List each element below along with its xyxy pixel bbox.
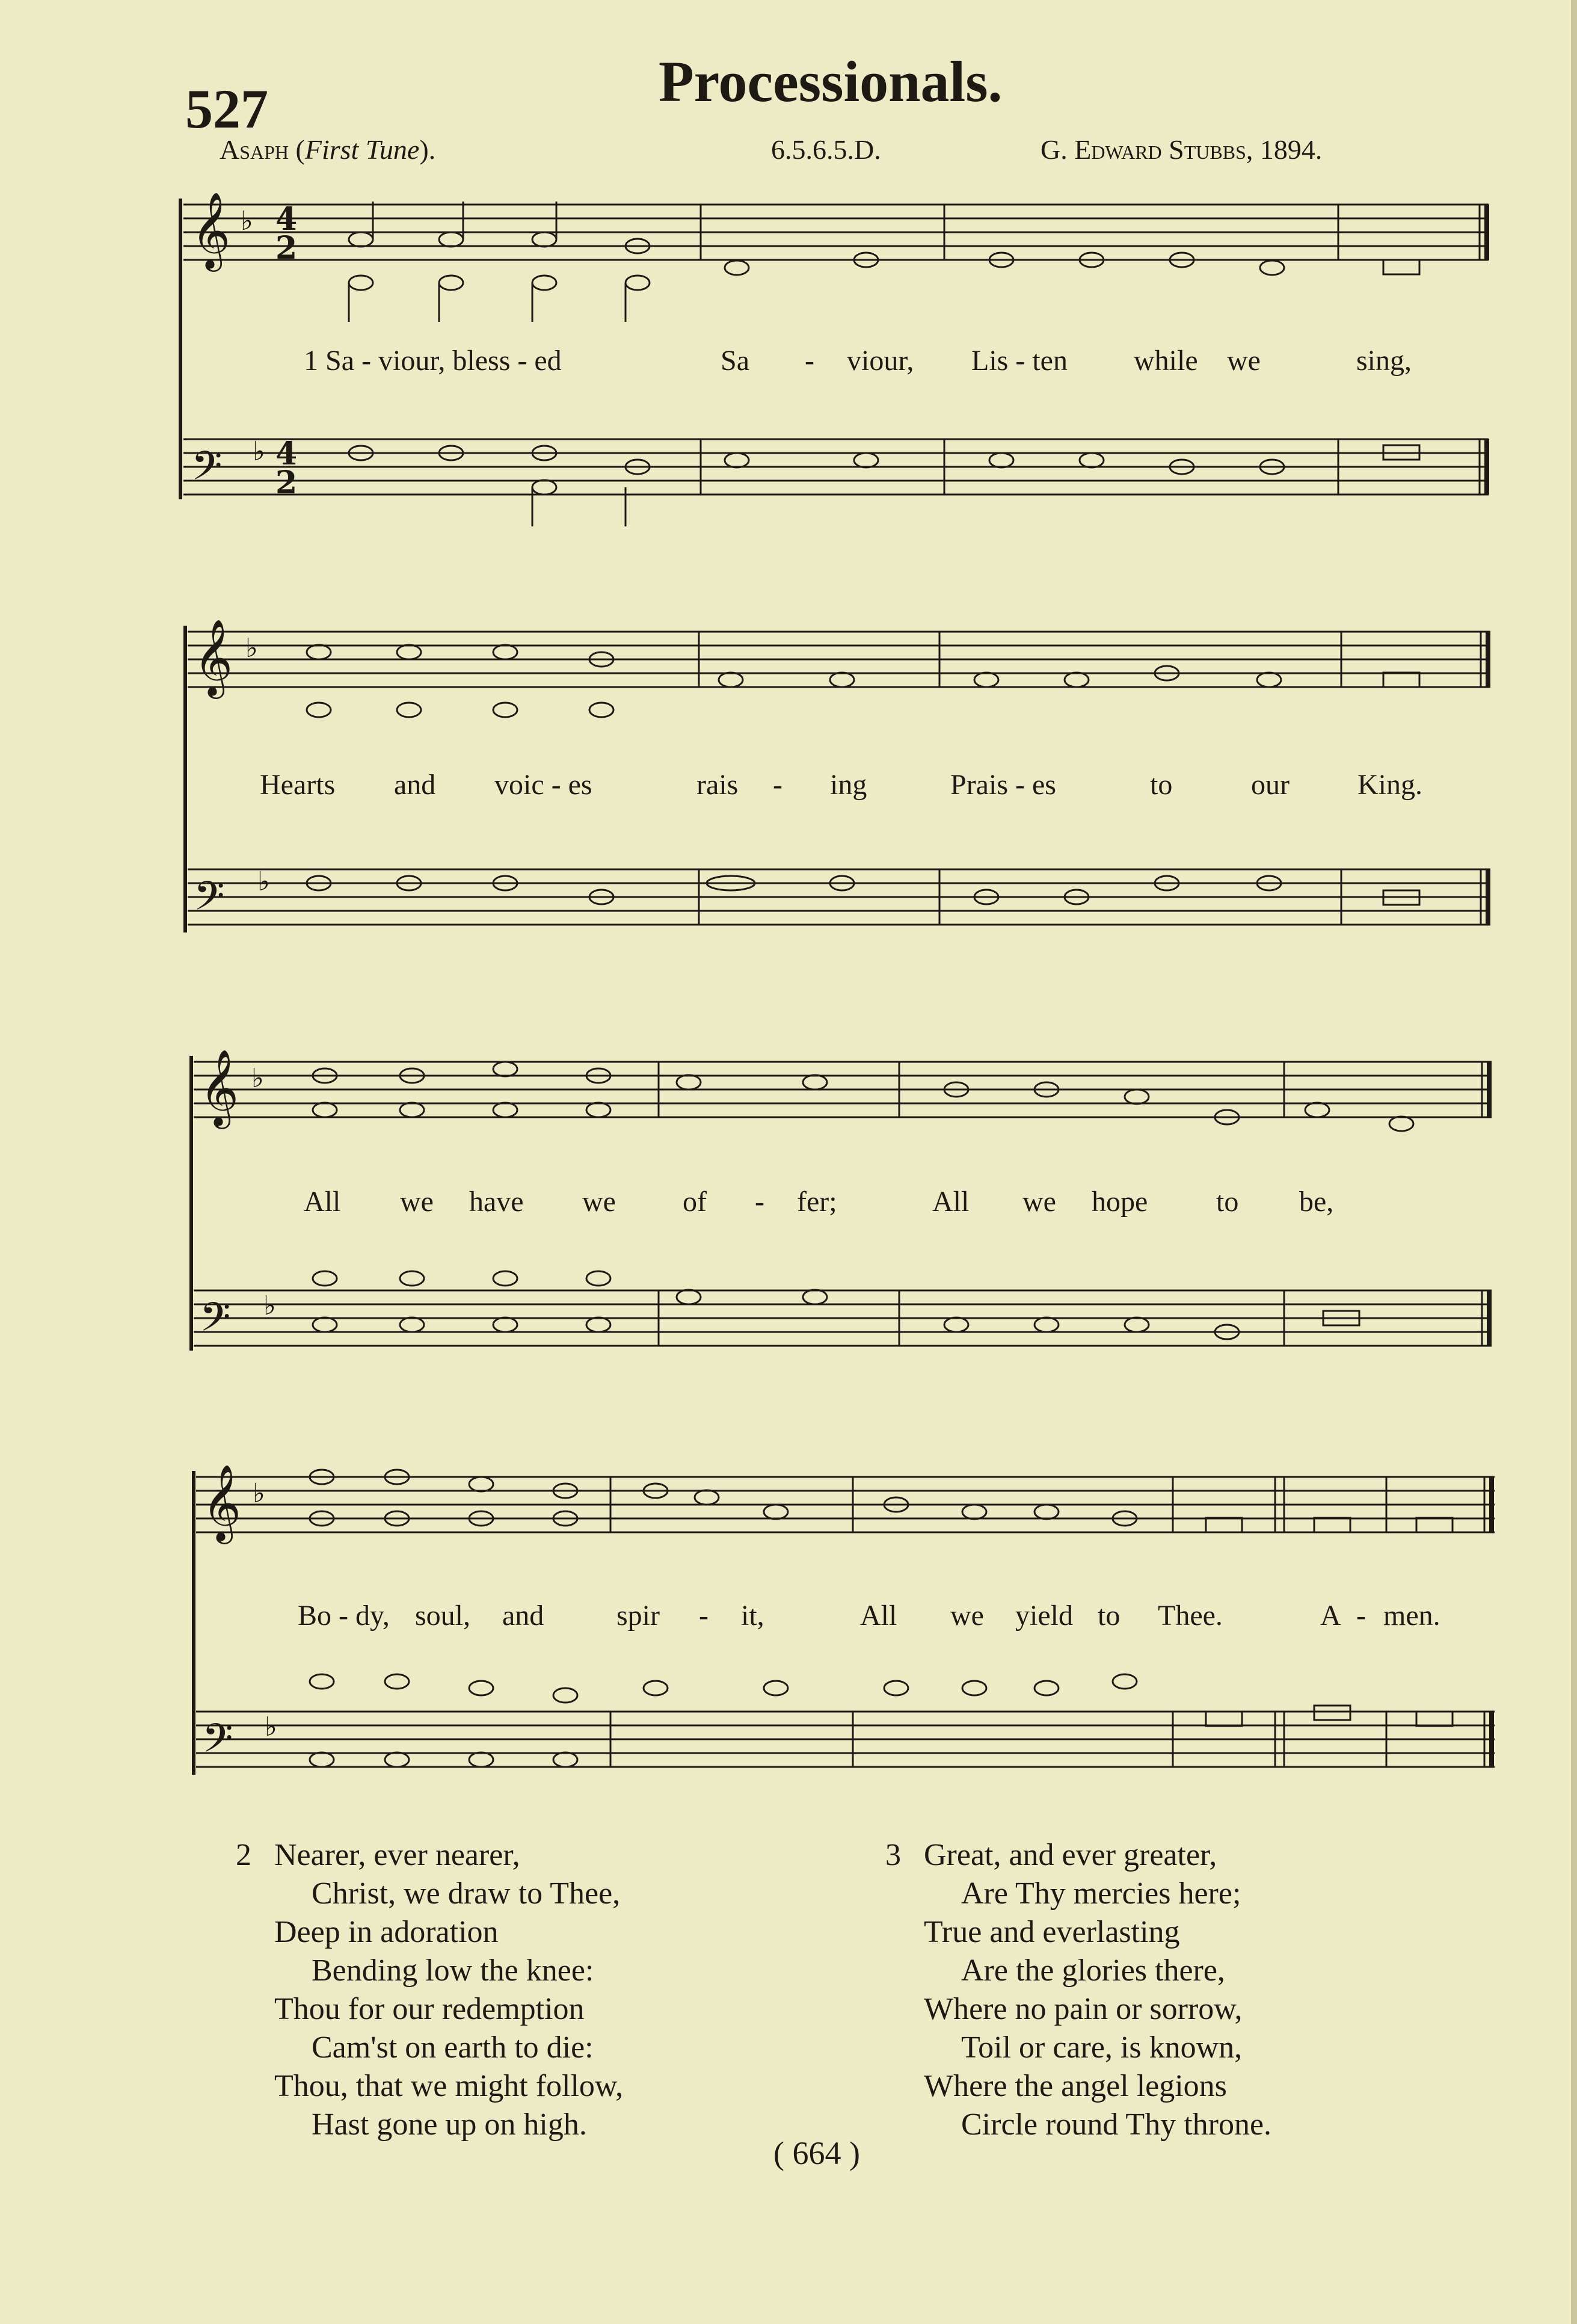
lyric-1-5: Lis - ten [971, 345, 1068, 377]
lyric-1-7: we [1227, 345, 1261, 377]
lyric-4-14: men. [1383, 1600, 1440, 1632]
svg-text:♭: ♭ [253, 436, 265, 467]
lyric-3-4: we [582, 1186, 616, 1218]
lyric-3-10: hope [1092, 1186, 1148, 1218]
lyric-3-9: we [1022, 1186, 1056, 1218]
composer: G. Edward Stubbs, 1894. [1041, 134, 1323, 165]
stanza-2-line-3: Deep in adoration [274, 1915, 499, 1949]
lyric-2-4: rais [696, 769, 739, 801]
svg-text:♭: ♭ [241, 206, 253, 236]
lyric-1-8: sing, [1356, 345, 1412, 377]
lyric-2-1: Hearts [260, 769, 336, 801]
page-number: ( 664 ) [773, 2135, 860, 2171]
lyric-4-3: and [502, 1600, 544, 1632]
page-edge [1571, 0, 1577, 2324]
stanza-3-line-5: Where no pain or sorrow, [924, 1992, 1243, 2026]
meter: 6.5.6.5.D. [771, 134, 881, 165]
stanza-3-line-1: Great, and ever greater, [924, 1838, 1217, 1872]
lyric-1-3: - [805, 345, 814, 377]
svg-text:4: 4 [275, 436, 298, 472]
lyric-4-2: soul, [415, 1600, 471, 1632]
svg-text:♭: ♭ [263, 1290, 276, 1321]
stanza-2-line-4: Bending low the knee: [312, 1953, 594, 1988]
lyric-2-6: ing [830, 769, 867, 801]
lyric-2-8: to [1150, 769, 1173, 801]
stanza-3 [885, 1836, 1271, 2144]
svg-text:𝄞: 𝄞 [194, 620, 233, 695]
tune-note: First Tune [304, 134, 420, 165]
lyric-3-2: we [400, 1186, 434, 1218]
lyric-3-5: of [683, 1186, 707, 1218]
tune-name: Asaph (First Tune). [220, 134, 436, 165]
stanza-3-line-3: True and everlasting [924, 1915, 1180, 1949]
music-system-1 [0, 193, 1516, 529]
lyric-2-3: voic - es [494, 769, 592, 801]
lyric-4-8: we [950, 1600, 984, 1632]
lyric-4-1: Bo - dy, [298, 1600, 390, 1632]
stanza-2-line-2: Christ, we draw to Thee, [312, 1876, 621, 1911]
treble-staff [183, 205, 1489, 260]
svg-text:𝄢: 𝄢 [202, 1715, 233, 1771]
lyric-3-11: to [1216, 1186, 1239, 1218]
lyric-4-10: to [1098, 1600, 1120, 1632]
stanza-2-line-8: Hast gone up on high. [312, 2107, 587, 2142]
lyric-1-6: while [1134, 345, 1198, 377]
svg-text:♭: ♭ [245, 633, 258, 664]
svg-text:♭: ♭ [251, 1063, 264, 1094]
lyric-1-4: viour, [847, 345, 914, 377]
stanza-2-line-5: Thou for our redemption [274, 1992, 585, 2026]
stanza-2-line-6: Cam'st on earth to die: [312, 2030, 594, 2065]
stanza-3-number: 3 [885, 1838, 901, 1872]
stanza-3-line-8: Circle round Thy throne. [961, 2107, 1272, 2142]
stanza-2 [236, 1836, 623, 2144]
stanza-3-line-4: Are the glories there, [961, 1953, 1225, 1988]
lyric-1-2: Sa [721, 345, 749, 377]
stanza-2-number: 2 [236, 1838, 251, 1872]
lyric-2-5: - [773, 769, 782, 801]
lyric-4-6: it, [741, 1600, 764, 1632]
lyric-3-7: fer; [797, 1186, 837, 1218]
lyric-4-11: Thee. [1158, 1600, 1223, 1632]
lyric-3-3: have [469, 1186, 524, 1218]
music-system-3 [0, 1050, 1516, 1387]
bass-staff [183, 439, 1489, 495]
lyric-4-4: spir [616, 1600, 660, 1632]
bass-clef: 𝄢 [191, 443, 223, 499]
svg-text:𝄞: 𝄞 [202, 1465, 242, 1541]
section-title: Processionals. [659, 49, 1003, 114]
stanza-2-line-1: Nearer, ever nearer, [274, 1838, 520, 1872]
svg-text:4: 4 [275, 201, 298, 238]
svg-text:♭: ♭ [253, 1478, 265, 1509]
lyric-2-9: our [1251, 769, 1290, 801]
svg-text:2: 2 [275, 464, 298, 501]
lyric-2-7: Prais - es [950, 769, 1056, 801]
lyric-4-12: A [1320, 1600, 1341, 1632]
svg-text:𝄢: 𝄢 [194, 873, 225, 929]
lyric-2-2: and [394, 769, 436, 801]
lyric-2-10: King. [1357, 769, 1422, 801]
stanza-3-line-2: Are Thy mercies here; [961, 1876, 1241, 1911]
lyric-3-6: - [755, 1186, 764, 1218]
lyric-3-12: be, [1299, 1186, 1334, 1218]
stanza-3-line-7: Where the angel legions [924, 2069, 1227, 2103]
svg-text:𝄞: 𝄞 [200, 1050, 239, 1126]
music-system-4 [0, 1465, 1516, 1802]
svg-text:♭: ♭ [265, 1712, 277, 1742]
lyric-4-9: yield [1015, 1600, 1073, 1632]
lyric-3-8: All [932, 1186, 970, 1218]
stanza-2-line-7: Thou, that we might follow, [274, 2069, 624, 2103]
lyric-1-1: 1 Sa - viour, bless - ed [304, 345, 562, 377]
svg-text:2: 2 [275, 230, 298, 267]
stanza-3-line-6: Toil or care, is known, [961, 2030, 1243, 2065]
treble-clef: 𝄞 [191, 193, 231, 268]
lyric-4-13: - [1356, 1600, 1366, 1632]
svg-text:𝄢: 𝄢 [200, 1294, 231, 1350]
hymn-number: 527 [185, 78, 268, 140]
lyric-3-1: All [304, 1186, 341, 1218]
lyric-4-5: - [699, 1600, 709, 1632]
lyric-4-7: All [860, 1600, 897, 1632]
tune-name-text: Asaph [220, 134, 289, 165]
svg-text:♭: ♭ [257, 866, 270, 897]
